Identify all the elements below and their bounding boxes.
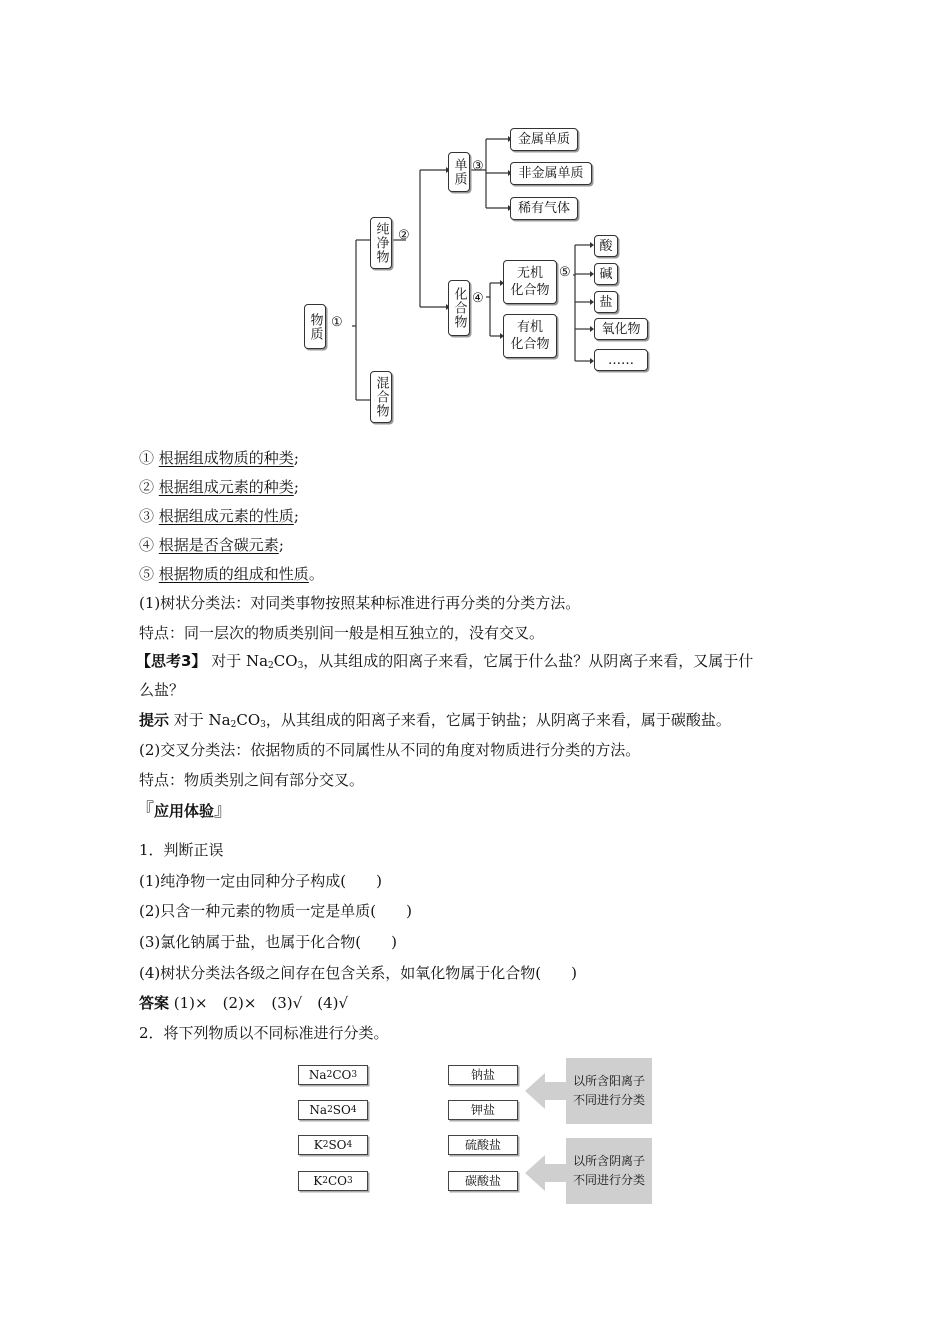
criterion-note-1 bbox=[139, 448, 299, 468]
node-base: 碱 bbox=[594, 263, 618, 285]
note-end: ; bbox=[293, 507, 299, 525]
criterion-4-marker: ④ bbox=[472, 291, 484, 306]
section-heading bbox=[136, 800, 232, 822]
node-root: 物质 bbox=[304, 304, 326, 349]
question-1-item: (4)树状分类法各级之间存在包含关系，如氧化物属于化合物( ) bbox=[139, 964, 577, 982]
note-end: ; bbox=[293, 478, 299, 496]
note-end: ; bbox=[278, 536, 284, 554]
tree-method-definition: (1)树状分类法：对同类事物按照某种标准进行再分类的分类方法。 bbox=[139, 594, 581, 612]
formula-part: K bbox=[313, 1138, 323, 1152]
node-nonmetal-element: 非金属单质 bbox=[510, 162, 592, 185]
subscript: 3 bbox=[347, 1176, 353, 1186]
subscript: 2 bbox=[322, 1140, 329, 1150]
question-2-title: 2．将下列物质以不同标准进行分类。 bbox=[139, 1024, 389, 1042]
note-number: ③ bbox=[139, 507, 155, 525]
question-1-item: (2)只含一种元素的物质一定是单质( ) bbox=[139, 902, 412, 920]
note-number: ④ bbox=[139, 536, 155, 554]
criterion-anion-box: 以所含阴离子不同进行分类 bbox=[566, 1138, 652, 1204]
compound-box bbox=[298, 1100, 368, 1120]
tree-method-feature: 特点：同一层次的物质类别间一般是相互独立的，没有交叉。 bbox=[139, 624, 545, 642]
note-end: ; bbox=[293, 449, 299, 467]
node-acid: 酸 bbox=[594, 235, 618, 257]
note-text: 根据是否含碳元素 bbox=[158, 536, 279, 554]
compound-box bbox=[298, 1065, 368, 1085]
subscript: 4 bbox=[346, 1140, 353, 1150]
formula-part: Na bbox=[308, 1068, 327, 1082]
section-bracket-close: 』 bbox=[214, 800, 233, 821]
cross-method-definition: (2)交叉分类法：依据物质的不同属性从不同的角度对物质进行分类的方法。 bbox=[139, 741, 641, 759]
formula-part: K bbox=[313, 1174, 323, 1188]
node-organic-compound bbox=[503, 314, 557, 358]
note-text: 根据组成元素的性质 bbox=[158, 507, 294, 525]
node-noble-gas: 稀有气体 bbox=[510, 197, 578, 220]
think-text: CO bbox=[273, 652, 298, 670]
arrow-shapes bbox=[520, 1058, 570, 1206]
question-1-title: 1．判断正误 bbox=[139, 841, 224, 859]
inorganic-line-2: 化合物 bbox=[510, 283, 550, 298]
inorganic-line-1: 无机 bbox=[516, 266, 543, 281]
hint-text: ，从其组成的阳离子来看，它属于钠盐；从阴离子来看，属于碳酸盐。 bbox=[265, 711, 731, 729]
criterion-note-4 bbox=[139, 535, 284, 555]
node-compound: 化合物 bbox=[448, 280, 470, 336]
node-metal-element: 金属单质 bbox=[510, 128, 578, 151]
criterion-note-5 bbox=[139, 564, 324, 584]
subscript: 3 bbox=[351, 1070, 358, 1080]
node-salt: 盐 bbox=[594, 291, 618, 313]
think-hint bbox=[139, 710, 731, 735]
subscript: 3 bbox=[260, 720, 266, 730]
hint-text: CO bbox=[236, 711, 261, 729]
formula-part: CO bbox=[327, 1174, 347, 1188]
question-1-item: (1)纯净物一定由同种分子构成( ) bbox=[139, 872, 382, 890]
subscript: 2 bbox=[326, 1070, 333, 1080]
category-box-sodium-salt: 钠盐 bbox=[448, 1065, 518, 1085]
compound-box bbox=[298, 1171, 368, 1191]
think-text: ，从其组成的阳离子来看，它属于什么盐？从阴离子来看，又属于什 bbox=[303, 652, 754, 670]
node-mixture: 混合物 bbox=[370, 371, 392, 423]
node-inorganic-compound bbox=[503, 260, 557, 304]
hint-text: 对于 Na bbox=[169, 711, 231, 729]
category-box-sulfate: 硫酸盐 bbox=[448, 1135, 518, 1155]
formula-part: SO bbox=[332, 1103, 351, 1117]
think-text: 对于 Na bbox=[206, 652, 269, 670]
think-label: 【思考3】 bbox=[136, 652, 207, 670]
criterion-note-3 bbox=[139, 506, 299, 526]
question-1-item: (3)氯化钠属于盐，也属于化合物( ) bbox=[139, 933, 397, 951]
note-text: 根据组成物质的种类 bbox=[158, 449, 294, 467]
criterion-1-marker: ① bbox=[331, 315, 343, 330]
section-title: 应用体验 bbox=[154, 802, 215, 820]
think-question-line-2: 么盐？ bbox=[139, 681, 185, 699]
node-pure-substance: 纯净物 bbox=[370, 217, 392, 269]
criterion-note-2 bbox=[139, 477, 299, 497]
node-element: 单质 bbox=[448, 152, 470, 192]
criterion-2-marker: ② bbox=[398, 228, 410, 243]
note-number: ① bbox=[139, 449, 155, 467]
node-oxide: 氧化物 bbox=[594, 318, 648, 340]
organic-line-1: 有机 bbox=[516, 320, 543, 335]
section-bracket-open: 『 bbox=[136, 800, 154, 821]
subscript: 2 bbox=[322, 1176, 328, 1186]
note-number: ⑤ bbox=[139, 565, 155, 583]
question-1-answer bbox=[139, 993, 348, 1013]
compound-box bbox=[298, 1135, 368, 1155]
formula-part: CO bbox=[332, 1068, 352, 1082]
organic-line-2: 化合物 bbox=[510, 337, 550, 352]
formula-part: Na bbox=[309, 1103, 328, 1117]
category-box-potassium-salt: 钾盐 bbox=[448, 1100, 518, 1120]
left-arrow-icon bbox=[525, 1155, 568, 1191]
hint-label: 提示 bbox=[139, 711, 170, 729]
note-end: 。 bbox=[308, 565, 324, 583]
subscript: 2 bbox=[327, 1105, 333, 1115]
left-arrow-icon bbox=[525, 1073, 568, 1109]
subscript: 2 bbox=[268, 661, 274, 671]
criterion-3-marker: ③ bbox=[472, 159, 484, 174]
subscript: 3 bbox=[297, 661, 304, 671]
formula-part: SO bbox=[328, 1138, 347, 1152]
note-text: 根据物质的组成和性质 bbox=[158, 565, 309, 583]
criterion-cation-box: 以所含阳离子不同进行分类 bbox=[566, 1058, 652, 1124]
subscript: 2 bbox=[230, 720, 237, 730]
note-text: 根据组成元素的种类 bbox=[158, 478, 294, 496]
classification-tree bbox=[300, 125, 660, 425]
criterion-5-marker: ⑤ bbox=[559, 265, 571, 280]
node-more: …… bbox=[594, 349, 648, 371]
think-question bbox=[136, 651, 753, 676]
cross-method-feature: 特点：物质类别之间有部分交叉。 bbox=[139, 771, 365, 789]
note-number: ② bbox=[139, 478, 155, 496]
category-box-carbonate: 碳酸盐 bbox=[448, 1171, 518, 1191]
subscript: 4 bbox=[350, 1105, 357, 1115]
answer-text: (1)× (2)× (3)√ (4)√ bbox=[169, 994, 349, 1012]
answer-label: 答案 bbox=[139, 994, 170, 1012]
